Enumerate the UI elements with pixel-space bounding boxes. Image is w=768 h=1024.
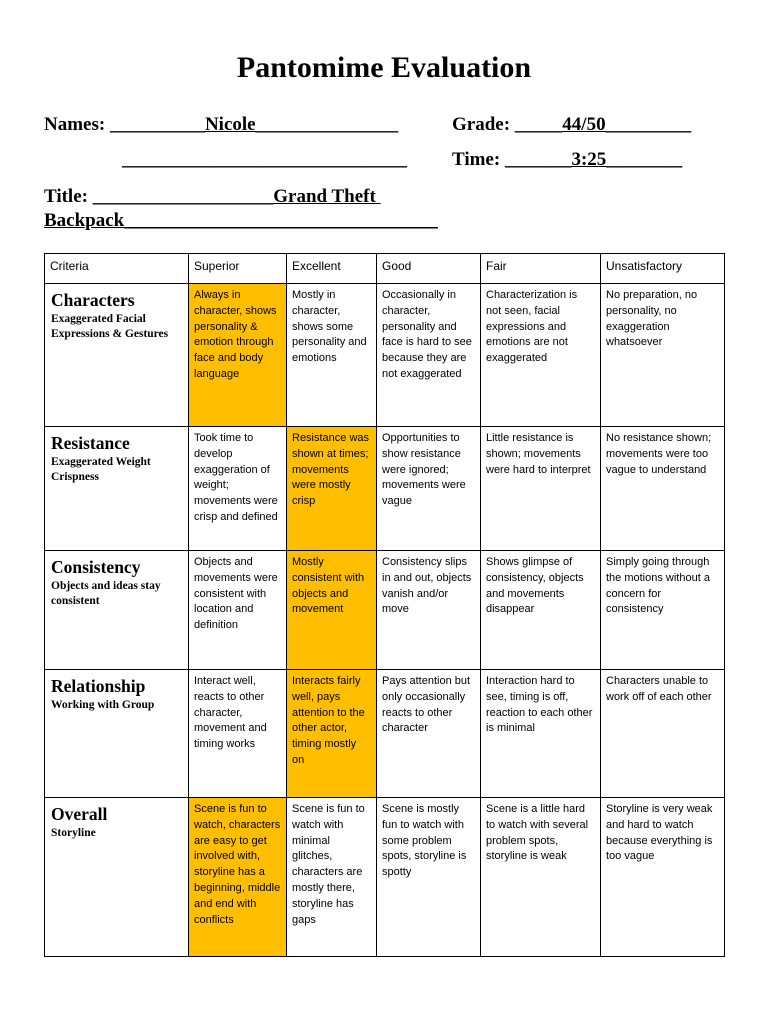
column-header-superior: Superior [189, 254, 287, 284]
names-blank: _______________ [255, 114, 399, 135]
rating-cell-good[interactable]: Consistency slips in and out, objects vanish and/or move [377, 551, 481, 670]
table-row [45, 284, 725, 427]
criteria-subtitle: Objects and ideas stay consistent [51, 580, 161, 607]
grade-value[interactable]: 44/50 [562, 114, 606, 135]
criteria-name: Overall [51, 804, 108, 824]
column-header-criteria: Criteria [45, 254, 189, 284]
criteria-name: Relationship [51, 676, 146, 696]
names-line [44, 113, 398, 137]
rating-cell-unsatisfactory[interactable]: Simply going through the motions without a concern for consistency [601, 551, 725, 670]
rubric-table [44, 253, 725, 957]
column-header-excellent: Excellent [287, 254, 377, 284]
rating-cell-unsatisfactory[interactable]: No resistance shown; movements were too vague to understand [601, 427, 725, 551]
names-value[interactable]: Nicole [204, 114, 256, 135]
criteria-name: Characters [51, 290, 135, 310]
criteria-subtitle: Working with Group [51, 699, 155, 711]
criteria-cell [45, 427, 189, 551]
column-header-unsatisfactory: Unsatisfactory [601, 254, 725, 284]
criteria-cell [45, 670, 189, 798]
title-line-2 [44, 209, 438, 233]
title-label: Title: [44, 186, 93, 207]
time-line [452, 148, 682, 172]
rating-cell-excellent[interactable]: Mostly in character, shows some personality and emotions [287, 284, 377, 427]
time-blank: ________ [606, 149, 683, 170]
criteria-subtitle: Storyline [51, 827, 96, 839]
rating-cell-fair[interactable]: Shows glimpse of consistency, objects and movements disappear [481, 551, 601, 670]
title-value-continued[interactable]: Backpack [44, 210, 125, 231]
criteria-name: Consistency [51, 557, 141, 577]
title-blank: _________________________________ [124, 210, 438, 231]
title-blank: ___________________ [92, 186, 274, 207]
rating-cell-excellent[interactable]: Scene is fun to watch with minimal glitches, characters are mostly there, storyline has gaps [287, 798, 377, 957]
grade-blank: _____ [514, 114, 563, 135]
grade-blank: _________ [605, 114, 692, 135]
rating-cell-excellent[interactable]: Resistance was shown at times; movements were mostly crisp [287, 427, 377, 551]
criteria-cell [45, 551, 189, 670]
title-line [44, 185, 381, 209]
names-label: Names: [44, 114, 110, 135]
rating-cell-good[interactable]: Occasionally in character, personality and face is hard to see because they are not exaggerated [377, 284, 481, 427]
grade-label: Grade: [452, 114, 515, 135]
rating-cell-excellent[interactable]: Mostly consistent with objects and movement [287, 551, 377, 670]
criteria-subtitle: Exaggerated Weight Crispness [51, 456, 151, 483]
table-row [45, 551, 725, 670]
column-header-good: Good [377, 254, 481, 284]
rating-cell-good[interactable]: Scene is mostly fun to watch with some problem spots, storyline is spotty [377, 798, 481, 957]
page-title: Pantomime Evaluation [236, 51, 532, 84]
rating-cell-fair[interactable]: Little resistance is shown; movements were hard to interpret [481, 427, 601, 551]
rating-cell-unsatisfactory[interactable]: No preparation, no personality, no exaggeration whatsoever [601, 284, 725, 427]
rating-cell-unsatisfactory[interactable]: Storyline is very weak and hard to watch because everything is too vague [601, 798, 725, 957]
rating-cell-superior[interactable]: Took time to develop exaggeration of weight; movements were crisp and defined [189, 427, 287, 551]
rating-cell-good[interactable]: Opportunities to show resistance were ignored; movements were vague [377, 427, 481, 551]
time-label: Time: [452, 149, 505, 170]
criteria-name: Resistance [51, 433, 130, 453]
rating-cell-good[interactable]: Pays attention but only occasionally reacts to other character [377, 670, 481, 798]
rating-cell-excellent[interactable]: Interacts fairly well, pays attention to the other actor, timing mostly on [287, 670, 377, 798]
grade-line [452, 113, 691, 137]
rating-cell-fair[interactable]: Scene is a little hard to watch with several problem spots, storyline is weak [481, 798, 601, 957]
rating-cell-unsatisfactory[interactable]: Characters unable to work off of each other [601, 670, 725, 798]
table-row [45, 798, 725, 957]
rating-cell-superior[interactable]: Scene is fun to watch, characters are easy to get involved with, storyline has a beginning, middle and end with conflicts [189, 798, 287, 957]
rating-cell-fair[interactable]: Characterization is not seen, facial expressions and emotions are not exaggerated [481, 284, 601, 427]
table-row [45, 427, 725, 551]
rating-cell-superior[interactable]: Always in character, shows personality & emotion through face and body language [189, 284, 287, 427]
table-row [45, 670, 725, 798]
rating-cell-superior[interactable]: Interact well, reacts to other character, movement and timing works [189, 670, 287, 798]
header-row [45, 254, 725, 284]
rating-cell-fair[interactable]: Interaction hard to see, timing is off, reaction to each other is minimal [481, 670, 601, 798]
criteria-cell [45, 798, 189, 957]
criteria-cell [45, 284, 189, 427]
rating-cell-superior[interactable]: Objects and movements were consistent with location and definition [189, 551, 287, 670]
criteria-subtitle: Exaggerated Facial Expressions & Gestures [51, 313, 169, 340]
title-value[interactable]: Grand Theft [273, 186, 381, 207]
column-header-fair: Fair [481, 254, 601, 284]
time-value[interactable]: 3:25 [571, 149, 607, 170]
names-blank: __________ [109, 114, 205, 135]
time-blank: _______ [504, 149, 572, 170]
names-line-2: ______________________________ [122, 149, 407, 170]
